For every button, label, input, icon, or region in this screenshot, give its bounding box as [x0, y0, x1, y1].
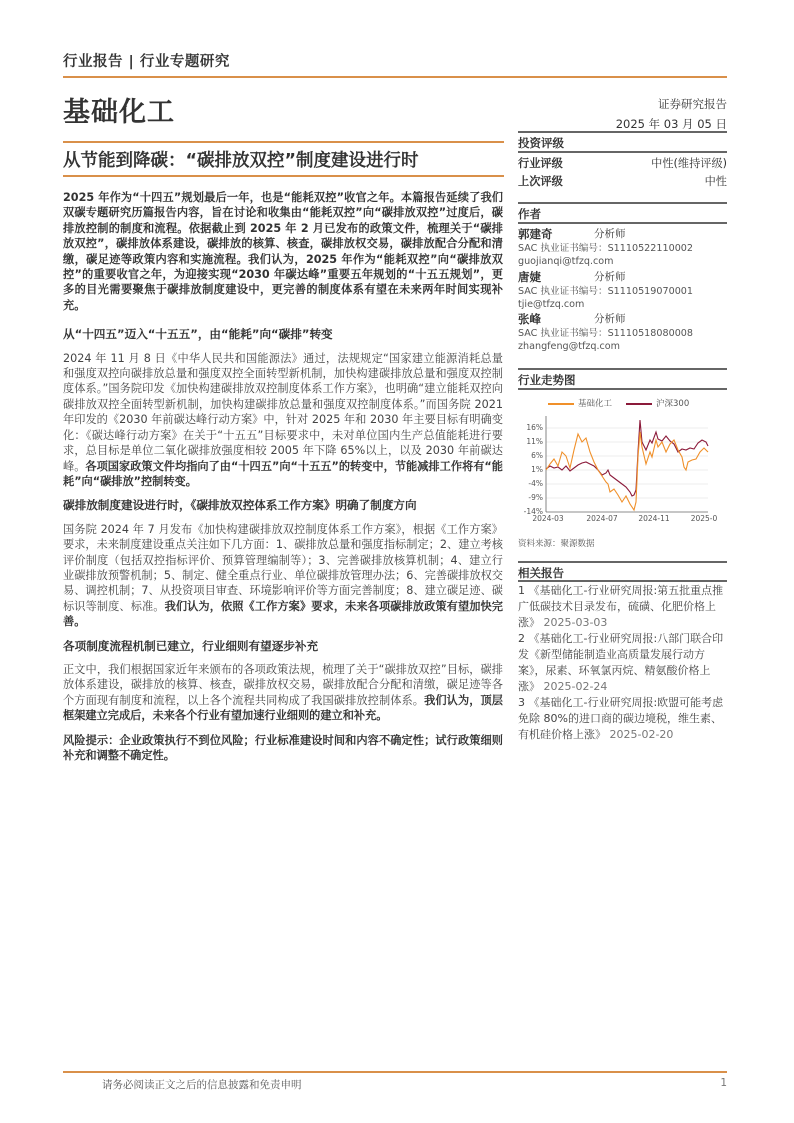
legend-label: 基础化工 [578, 399, 613, 409]
chart-y-labels [524, 423, 543, 516]
legend-swatch-orange [548, 403, 574, 405]
page-number: 1 [720, 1077, 727, 1089]
related-title[interactable]: 2 《基础化工-行业研究周报:八部门联合印发《新型储能制造业高质量发展行动方案》，尿素、环氧氯丙烷、精氨酸价格上涨》 [518, 632, 724, 693]
svg-text:2025-0: 2025-0 [690, 514, 718, 523]
section-2-paragraph [63, 522, 503, 630]
chart-legend [548, 397, 689, 409]
section-heading-3: 各项制度流程机制已建立，行业细则有望逐步补充 [63, 638, 319, 653]
author-sac: SAC 执业证书编号：S1110522110002 [518, 243, 694, 254]
chart-source: 资料来源：聚源数据 [518, 539, 595, 549]
related-date: 2025-02-20 [609, 728, 674, 741]
related-divider [518, 580, 727, 582]
rating-row-industry [518, 155, 727, 171]
author-name: 张峰 [518, 312, 541, 326]
rating-value: 中性(维持评级) [651, 157, 727, 170]
title-bottom-divider [63, 175, 504, 177]
series-hs300 [546, 420, 708, 496]
author-role: 分析师 [594, 228, 626, 240]
svg-text:-9%: -9% [528, 493, 543, 502]
rating-row-previous [518, 173, 727, 189]
footer-disclaimer[interactable]: 请务必阅读正文之后的信息披露和免责申明 [102, 1079, 302, 1091]
author-name-row [518, 269, 727, 285]
related-heading: 相关报告 [518, 566, 564, 580]
related-item[interactable] [518, 583, 727, 631]
legend-swatch-maroon [626, 403, 652, 405]
authors-divider [518, 222, 727, 224]
author-name: 唐婕 [518, 270, 541, 284]
risk-warning: 风险提示：企业政策执行不到位风险；行业标准建设时间和内容不确定性；试行政策细则补充和调整不确定性。 [63, 733, 503, 762]
related-item[interactable] [518, 695, 727, 743]
rating-label: 上次评级 [518, 175, 563, 188]
report-title: 从节能到降碳：“碳排放双控”制度建设进行时 [63, 151, 419, 171]
related-title[interactable]: 3 《基础化工-行业研究周报:欧盟可能考虑免除 80%的进口商的碳边境税，维生素、有机硅价格上涨》 [518, 696, 724, 741]
rating-divider [518, 151, 727, 153]
section-1-conclusion: 各项国家政策文件均指向了由“十四五”向“十五五”的转变中，节能减排工作将有“能耗”向“碳排放”控制转变。 [63, 459, 503, 488]
author-name-row [518, 311, 727, 327]
trend-top-divider [518, 368, 727, 370]
section-2-conclusion: 我们认为，依照《工作方案》要求，未来各项碳排放政策有望加快完善。 [63, 599, 503, 629]
section-2-text: 国务院 2024 年 7 月发布《加快构建碳排放双控制度体系工作方案》，根据《工作方案》要求，未来制度建设重点关注如下几方面：1、碳排放总量和强度指标制定；2、建立考核评价制度（包括双控指标评价、预算管理编制等）；3、完善碳排放核算机制；4、建立行业碳排放预警机制；5、制定、健全重点行业、单位碳排放管理办法；6、完善碳排放权交易、调控机制；7、从投资项目审查、环境影响评价等方面完善制度；8、建立碳足迹、碳标识等制度、标准。 [63, 522, 503, 613]
author-sac: SAC 执业证书编号：S1110519070001 [518, 286, 694, 297]
svg-text:1%: 1% [531, 465, 543, 474]
author-email[interactable]: guojianqi@tfzq.com [518, 256, 614, 267]
rating-value: 中性 [704, 175, 727, 188]
section-3-paragraph [63, 662, 503, 724]
trend-divider [518, 388, 727, 390]
related-date: 2025-03-03 [543, 616, 608, 629]
svg-text:-4%: -4% [528, 479, 543, 488]
author-name: 郭建奇 [518, 227, 553, 241]
section-3-conclusion: 我们认为，顶层框架建立完成后，未来各个行业有望加速行业细则的建立和补充。 [63, 693, 503, 723]
chart-x-labels [532, 514, 717, 523]
author-block-1 [518, 226, 727, 268]
related-date: 2025-02-24 [543, 680, 608, 693]
section-1-text: 2024 年 11 月 8 日《中华人民共和国能源法》通过，法规规定“国家建立能源消耗总量和强度双控向碳排放总量和强度双控全面转型新机制，加快构建碳排放总量和强度双控制度体系。”国务院印发《加快构建碳排放双控制度体系工作方案》，也明确“建立能耗双控向碳排放双控全面转型新机制，加快构建碳排放总量和强度双控制度体系。”而国务院 2021 年印发的《2030 年前碳达峰行动方案》中，针对 2025 年和 2030 年主要目标有明确变化：《碳达峰行动方案》在关于“十五五”目标要求中，未对单位国内生产总值能耗进行要求，总目标是单位二氧化碳排放强度相较 2005 年下降 65%以上，以及 2030 年前碳达峰。 [63, 351, 503, 473]
trend-heading: 行业走势图 [518, 373, 576, 387]
legend-item-hs300 [626, 397, 689, 409]
doc-type: 证券研究报告 [658, 97, 727, 111]
related-title[interactable]: 1 《基础化工-行业研究周报:第五批重点推广低碳技术目录发布，硫磺、化肥价格上涨》 [518, 584, 724, 629]
report-date: 2025 年 03 月 05 日 [615, 117, 727, 131]
rating-heading: 投资评级 [518, 136, 564, 150]
author-email[interactable]: zhangfeng@tfzq.com [518, 341, 621, 352]
rating-label: 行业评级 [518, 157, 563, 170]
author-role: 分析师 [594, 271, 626, 283]
legend-item-chem [548, 397, 612, 409]
svg-text:6%: 6% [531, 451, 543, 460]
author-role: 分析师 [594, 313, 626, 325]
author-email[interactable]: tjie@tfzq.com [518, 299, 585, 310]
author-block-2 [518, 269, 727, 311]
legend-label: 沪深300 [656, 399, 690, 409]
header-divider [63, 76, 727, 78]
authors-top-divider [518, 202, 727, 204]
related-list [518, 583, 727, 743]
trend-line-chart [518, 412, 728, 524]
author-block-3 [518, 311, 727, 353]
svg-text:2024-11: 2024-11 [638, 514, 670, 523]
svg-text:2024-07: 2024-07 [586, 514, 618, 523]
related-top-divider [518, 561, 727, 563]
svg-text:2024-03: 2024-03 [532, 514, 564, 523]
title-top-divider [63, 141, 504, 143]
svg-text:-14%: -14% [523, 507, 543, 516]
related-item[interactable] [518, 631, 727, 695]
section-heading-2: 碳排放制度建设进行时，《碳排放双控体系工作方案》明确了制度方向 [63, 498, 417, 513]
main-body [63, 190, 503, 763]
section-3-text: 正文中，我们根据国家近年来颁布的各项政策法规，梳理了关于“碳排放双控”目标，碳排放体系建设，碳排放的核算、核查，碳排放权交易，碳排放配合分配和清缴，碳足迹等各个方面现有制度和流程，以上各个流程共同构成了我国碳排放控制体系。 [63, 662, 503, 707]
summary-paragraph: 2025 年作为“十四五”规划最后一年，也是“能耗双控”收官之年。本篇报告延续了我们双碳专题研究历篇报告内容，旨在讨论和收集由“能耗双控”向“碳排放双控”过度后，碳排放控制的制度和流程。依据截止到 2025 年 2 月已发布的政策文件，梳理关于“碳排放双控”，碳排放体系建设，碳排放的核算、核查，碳排放权交易，碳排放配合分配和清缴，碳足迹等政策内容和实施流程。我们认为，2025 年作为“能耗双控”向“碳排放双控”的重要收官之年，为迎接实现“2030 年碳达峰”重要五年规划的“十五五规划”，更多的目光需要聚焦于碳排放制度建设中，更完善的制度体系有望在未来两年时间实现补充。 [63, 191, 503, 312]
report-category: 行业报告 | 行业专题研究 [63, 54, 230, 70]
footer-divider [63, 1071, 727, 1073]
author-sac: SAC 执业证书编号：S1110518080008 [518, 328, 694, 339]
industry-title: 基础化工 [63, 97, 175, 128]
authors-heading: 作者 [518, 207, 541, 221]
section-heading-1: 从“十四五”迈入“十五五”，由“能耗”向“碳排”转变 [63, 327, 333, 342]
author-name-row [518, 226, 727, 242]
section-1-paragraph [63, 351, 503, 490]
svg-text:11%: 11% [526, 437, 543, 446]
rating-top-divider [518, 131, 727, 133]
svg-text:16%: 16% [526, 423, 543, 432]
